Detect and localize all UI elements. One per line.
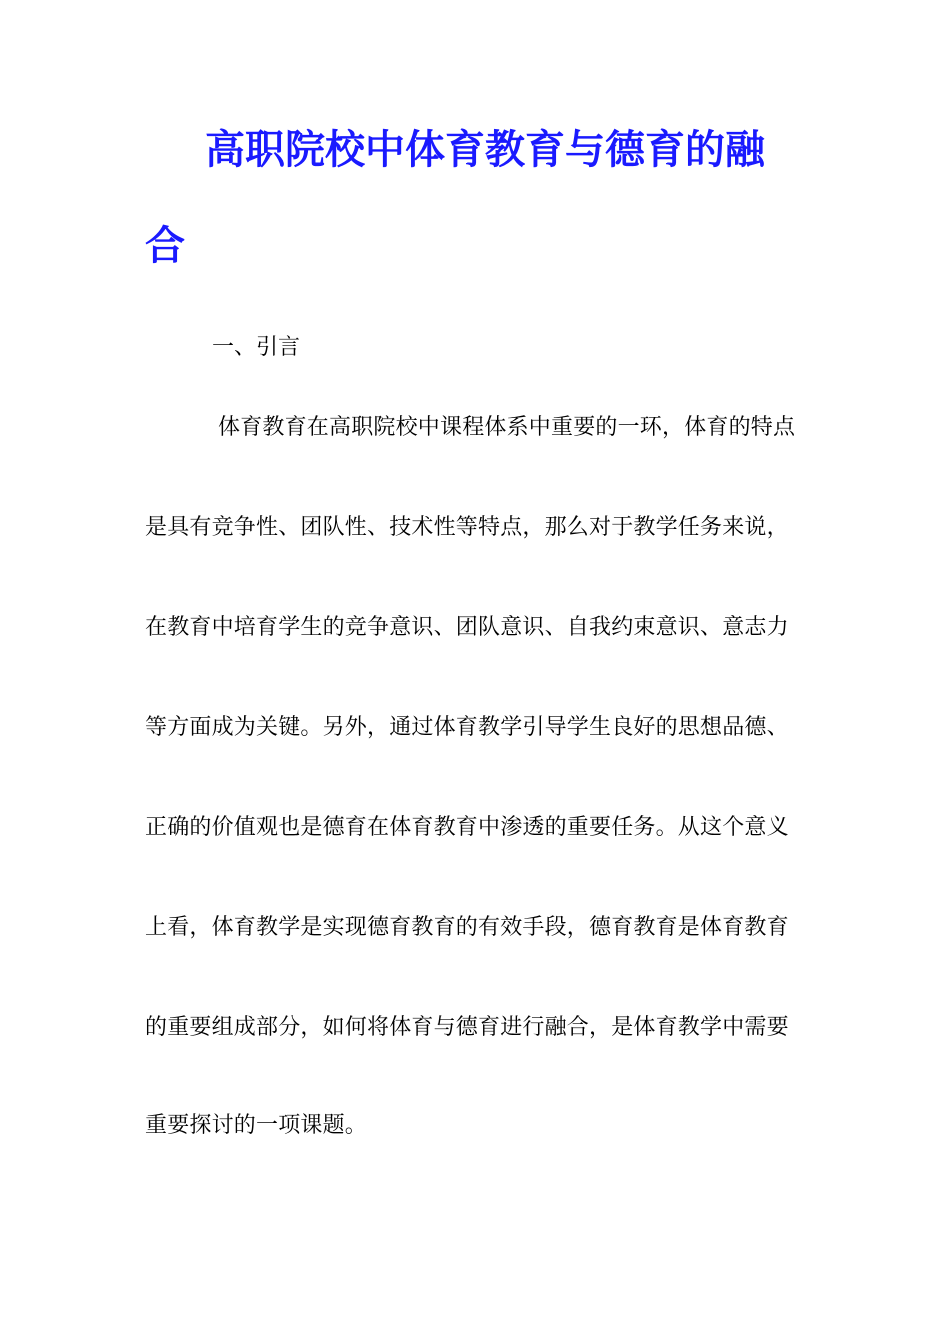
section-heading: 一、引言 bbox=[212, 335, 301, 360]
paragraph-line-3: 在教育中培育学生的竞争意识、团队意识、自我约束意识、意志力 bbox=[145, 615, 789, 640]
paragraph-line-7: 的重要组成部分，如何将体育与德育进行融合，是体育教学中需要 bbox=[145, 1015, 789, 1040]
paragraph-line-8: 重要探讨的一项课题。 bbox=[145, 1113, 368, 1138]
paragraph-line-2: 是具有竞争性、团队性、技术性等特点，那么对于教学任务来说， bbox=[145, 515, 789, 540]
document-title-line-2: 合 bbox=[145, 222, 185, 269]
paragraph-line-1: 体育教育在高职院校中课程体系中重要的一环，体育的特点 bbox=[218, 415, 796, 440]
paragraph-line-6: 上看，体育教学是实现德育教育的有效手段，德育教育是体育教育 bbox=[145, 915, 789, 940]
paragraph-line-4: 等方面成为关键。另外，通过体育教学引导学生良好的思想品德、 bbox=[145, 715, 789, 740]
document-title-line-1: 高职院校中体育教育与德育的融 bbox=[205, 126, 765, 173]
paragraph-line-5: 正确的价值观也是德育在体育教育中渗透的重要任务。从这个意义 bbox=[145, 815, 789, 840]
